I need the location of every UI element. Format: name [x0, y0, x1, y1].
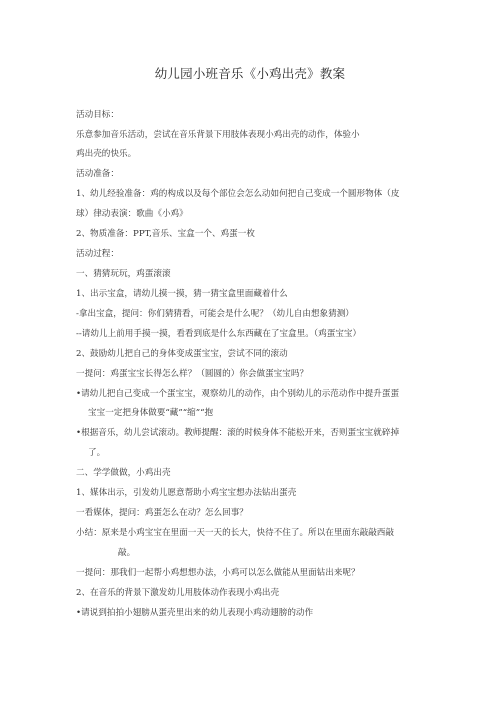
text-line: 1、幼儿经验准备：鸡的构成以及每个部位会怎么动如何把自己变成一个圆形物体（皮	[76, 189, 400, 199]
text-line: 乐意参加音乐活动，尝试在音乐背景下用肢体表现小鸡出壳的动作，体验小	[76, 130, 360, 140]
text-line: •请幼儿把自己变成一个蛋宝宝，观察幼儿的动作，由个别幼儿的示范动作中提升蛋蛋	[76, 389, 400, 399]
text-line: --请幼儿上前用手摸一摸，看看到底是什么东西藏在了宝盒里。（鸡蛋宝宝）	[76, 329, 362, 339]
text-line: 1、出示宝盒，请幼儿摸一摸，猜一猜宝盒里面藏着什么	[76, 289, 288, 299]
text-line: 一提问：那我们一起帮小鸡想想办法，小鸡可以怎么做能从里面钻出来呢？	[76, 568, 360, 578]
text-line: 一看媒体，提问：鸡蛋怎么在动？怎么回事？	[76, 508, 248, 518]
text-line: 小结：原来是小鸡宝宝在里面一天一天的长大，快待不住了。所以在里面东敲敲西敲	[76, 528, 394, 538]
text-line: 一提问：鸡蛋宝宝长得怎么样？（圆圆的）你会做蛋宝宝吗？	[76, 369, 309, 379]
section-heading-process: 活动过程：	[76, 249, 119, 259]
text-line: 球）律动表演：歌曲《小鸡》	[76, 209, 188, 219]
text-line: 2、物质准备：PPT,音乐、宝盒一个、鸡蛋一枚	[76, 229, 255, 239]
text-line: •根据音乐，幼儿尝试滚动。教师提醒：滚的时候身体不能松开来，否则蛋宝宝就碎掉	[76, 428, 400, 438]
text-line: 2、在音乐的背景下激发幼儿用肢体动作表现小鸡出壳	[76, 588, 280, 598]
section-heading-goals: 活动目标：	[76, 110, 119, 120]
text-line: -拿出宝盒，提问：你们猜猜看，可能会是什么呢？（幼儿自由想象猜测）	[76, 309, 354, 319]
text-line: 1、媒体出示，引发幼儿愿意帮助小鸡宝宝想办法钻出蛋壳	[76, 488, 297, 498]
text-line: 宝宝一定把身体做要“藏”“缩”“抱	[88, 408, 214, 418]
text-line: 敲。	[118, 548, 136, 558]
section-heading-preparation: 活动准备：	[76, 169, 119, 179]
document-title: 幼儿园小班音乐《小鸡出壳》教案	[154, 66, 346, 81]
subsection-heading: 一、猜猜玩玩，鸡蛋滚滚	[76, 269, 171, 279]
text-line: 鸡出壳的快乐。	[76, 149, 137, 159]
text-line: 2、鼓励幼儿把自己的身体变成蛋宝宝，尝试不同的滚动	[76, 349, 288, 359]
subsection-heading: 二、学学做做，小鸡出壳	[76, 468, 171, 478]
text-line: •请说到拍拍小翅膀从蛋壳里出来的幼儿表现小鸡动翅膀的动作	[76, 608, 314, 618]
text-line: 了。	[88, 448, 106, 458]
